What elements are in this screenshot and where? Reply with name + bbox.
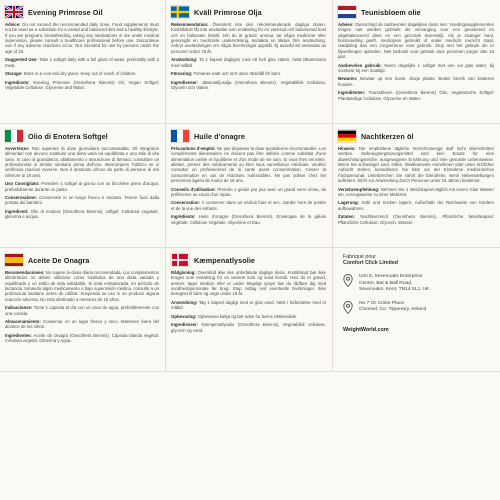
section-paragraph [338, 22, 494, 59]
section-paragraph [171, 322, 326, 333]
section-body [5, 22, 159, 90]
paragraph-label: Uso Consigliato: [5, 181, 40, 187]
paragraph-text: Prendre 1 gélule par jour avec un grand verre d'eau, de préférence au cours d'un repas. [171, 186, 326, 197]
paragraph-text: Aceite de Onagra (Oenothera Biennis), Cápsula blanda vegetal: Celulosa vegetal, Glicerina y Agua. [5, 333, 159, 344]
flag-fr-icon [171, 130, 189, 142]
section-header [171, 130, 326, 142]
paragraph-text: Non superare la dose giornaliera raccomandata. Gli integratori alimentari non devono sostituire una dieta varia ed equilibrata e uno stile di vita sano. In caso di gravidanza, allattamento o assunzione di farmaci, consultare un professionista in ambito sanitario prima dell'uso. Interrompere l'utilizzo se si verificano reazioni avverse. Non è destinato all'uso da parte di persone di età inferiore ai 18 anni. [5, 146, 159, 178]
section-paragraph [338, 187, 494, 198]
section-title: Teunisbloem olie [361, 7, 421, 17]
section-paragraph [5, 333, 159, 344]
flag-es-icon [5, 254, 23, 266]
paragraph-label: Användning: [171, 57, 198, 63]
section-paragraph [5, 305, 159, 316]
paragraph-text: Die empfohlene tägliche Verzehrsmenge darf nicht überschritten werden. Nahrungsergänzungsmittel sind kein Ersatz für eine abwechslungsreiche, ausgewogene Ernährung und eine gesunde Lebensweise. Wenn Sie schwanger sind, stillen, Medikamente einnehmen oder unter ärztlicher Aufsicht stehen, konsultieren Sie bitte vor der Einnahme medizinisches Fachpersonal. Unterbrechen Sie sofort die Einnahme, wenn Nebenwirkungen auftreten. Nicht zur Anwendung durch Personen unter 18 Jahren bestimmt. [338, 146, 494, 184]
section-title: Aceite De Onagra [28, 255, 90, 265]
section-paragraph [5, 57, 159, 68]
paragraph-text: Prendere 1 softgel al giorno con un bicchiere pieno d'acqua, preferibilmente durante un pasto. [5, 181, 159, 192]
paragraph-label: Recomendaciones: [5, 270, 45, 275]
section-paragraph [5, 319, 159, 330]
paragraph-text: Jättenattljusolja (Oenothera Biennis), Vegetabilisk Cellulosa, Glycerin och Vatten. [171, 79, 326, 90]
section-body [338, 146, 494, 225]
paragraph-text: Ne pas dépasser la dose quotidienne recommandée. Les compléments alimentaires ne doivent pas être utilisés comme substitut d'une alimentation variée et équilibrée et d'un mode de vie sain. Si vous êtes enceinte, allaitez, prenez des médicaments ou êtes sous surveillance médicale, veuillez consulter un professionnel de la santé avant consommation. Cesser la consommation en cas de réactions indésirables. Ne pas utiliser chez les personnes âgées de moins de 18 ans. [171, 146, 326, 184]
section-title: Kæmpenatlysolie [194, 255, 256, 265]
language-section-nl [333, 0, 500, 124]
section-header [5, 254, 159, 266]
address-uk-text [359, 274, 429, 293]
paragraph-text: Kæmpenatlysolie (Oenothera Biennis), Vegetabilsk cellulose, glycerin og vand. [171, 322, 326, 333]
paragraph-label: Suggested Use: [5, 57, 38, 63]
paragraph-text: Förvaras svalt och torrt utom räckhåll för barn. [193, 71, 282, 77]
paragraph-text: Nachtkerzenöl (Oenothera Biennis), Pflanzliche Weichkapsel: Pflanzliche Cellulose, Glycerin, Wasser. [338, 214, 494, 225]
paragraph-label: Ingredientes: [5, 333, 32, 338]
section-paragraph [338, 146, 494, 183]
paragraph-label: Conservation: [171, 200, 200, 206]
section-paragraph [171, 187, 326, 198]
section-paragraph [5, 209, 159, 220]
section-paragraph [171, 22, 326, 54]
paragraph-text: Bewaar op een koele, droge plaats. Buiten bereik van kinderen houden. [338, 76, 494, 87]
language-section-se [166, 0, 333, 124]
section-title: Huile d'onagre [194, 131, 246, 141]
paragraph-text: Teunisbloem (Oenothera Biennis) Olie, Vegetarische Softgel: Plantaardige Cellulose, Glycerine en Water. [338, 90, 494, 101]
section-paragraph [5, 80, 159, 91]
paragraph-label: Opbevaring: [171, 313, 197, 319]
section-paragraph [171, 71, 326, 76]
paragraph-label: Précautions d'emploi: [171, 146, 216, 151]
paragraph-label: Ingredienser: [171, 322, 199, 328]
section-body [5, 270, 159, 344]
paragraph-label: Ingredienser: [171, 79, 199, 85]
section-paragraph [5, 270, 159, 302]
section-header [338, 130, 494, 142]
paragraph-text: Take 1 softgel daily with a full glass of water, preferably with a meal. [5, 57, 159, 68]
section-paragraph [171, 200, 326, 211]
paragraph-label: Rådgivning: [171, 270, 196, 275]
section-body [171, 270, 326, 333]
paragraph-text: Overskrid ikke den anbefalede daglige dosis. Kosttilskud bør ikke bruges som erstatning for en varieret kost og sund livsstil. Hvis du er gravid, ammer, tager medicin eller er under lægeligt opsyn bør du rådføre dig med sundhedspersonale før brug. Stop indtag ved eventuelle bivirkninger. Ikke beregnet til børn og unge under 18 år. [171, 270, 326, 297]
address-line: Unit 8, Sevenoaks Enterprise [359, 274, 423, 280]
paragraph-label: Almacenamiento: [5, 319, 41, 325]
section-paragraph [338, 90, 494, 101]
address-line: Sevenoaks, Kent, TN14 5LJ, UK [359, 286, 430, 292]
section-body [171, 146, 326, 225]
paragraph-text: Tag 1 kapsel dagligt med et glas vand, helst i forbindelse med et måltid. [171, 299, 326, 311]
section-body [338, 22, 494, 101]
section-paragraph [5, 71, 159, 76]
paragraph-label: Aanbevolen gebruik: [338, 62, 382, 68]
paragraph-text: Nehmen Sie 1 Weichkapsel täglich mit einem Glas Wasser ein, vorzugsweise zu einer Mahlzeit. [338, 186, 494, 197]
section-paragraph [171, 80, 326, 91]
section-header [338, 6, 494, 18]
address-ie-text [359, 301, 426, 313]
section-paragraph [5, 195, 159, 206]
section-header [5, 130, 159, 142]
paragraph-label: Ingredienti: [5, 209, 29, 214]
section-body [5, 146, 159, 220]
paragraph-label: Ingrediënten: [338, 90, 366, 96]
flag-uk-icon [5, 6, 23, 18]
section-header [171, 6, 326, 18]
flag-dk-icon [171, 254, 189, 266]
address-line: Centre, Bat & Ball Road, [359, 280, 413, 286]
paragraph-text: Evening Primrose (Oenothera Biennis) Oil, Vegan Softgel: Vegetable Cellulose, Glycerine and Water. [5, 79, 159, 90]
paragraph-text: À conserver dans un endroit frais et sec. Garder hors de portée et de la vue des enfants. [171, 200, 326, 211]
section-title: Evening Primrose Oil [28, 7, 103, 17]
location-pin-icon [343, 274, 353, 292]
paragraph-label: Zutaten: [338, 214, 355, 220]
paragraph-label: Ingredients: [5, 79, 30, 85]
paragraph-text: Do not exceed the recommended daily dose. Food supplements must not be used as a substitute for a varied and balanced diet and a healthy lifestyle. If you are pregnant, breastfeeding, taking any medications or are under medical supervision, please consult a healthcare professional before use. Discontinue use if any adverse reactions occur. Not intended for use by persons under the age of 18. [5, 22, 160, 54]
section-paragraph [171, 214, 326, 225]
language-section-es [0, 248, 166, 372]
paragraph-label: Hinweis: [338, 146, 356, 151]
paragraph-text: Overschrijd de aanbevolen dagelijkse dosis niet. Voedingssupplementen mogen niet worden gebruikt als vervanging voor een gevarieerd en uitgebalanceerd dieet en een gezonde levensstijl. Als je zwanger bent, borstvoeding geeft, medicijnen gebruikt of onder medisch toezicht staat, raadpleeg dan een zorgverlener voor gebruik. Stop met het gebruik als er bijwerkingen optreden. Niet bedoeld voor gebruik door personen jonger dan 18 jaar. [338, 22, 494, 60]
paragraph-label: Conseils d'utilisation: [171, 186, 216, 192]
section-paragraph [171, 146, 326, 183]
address-line: Clonmel, Co. Tipperary, Ireland [359, 307, 427, 313]
section-title: Kväll Primrose Olja [194, 7, 262, 17]
location-pin-icon [343, 301, 353, 319]
paragraph-label: Anvendning: [171, 299, 198, 305]
language-section-fr [166, 124, 333, 248]
section-paragraph [171, 314, 326, 319]
flag-se-icon [171, 6, 189, 18]
section-title: Olio di Enotera Softgel [28, 131, 108, 141]
section-header [171, 254, 326, 266]
paragraph-text: Conservar en un lugar fresco y seco. Mantener fuera del alcance de los niños. [5, 319, 159, 330]
section-paragraph [5, 22, 159, 54]
paragraph-text: Huile d'onagre (Oenothera Biennis), Enveloppe de la gélule végétale: Cellulose Végétale, Glycérine et Eau. [171, 214, 326, 225]
paragraph-text: No supere la dosis diaria recomendada. Los complementos alimenticios no deben utilizarse como sustitutos de una dieta variada y equilibrada y un estilo de vida saludable. Si está embarazada, en período de lactancia, tomando algún medicamento o bajo supervisión médica, consulte a un profesional sanitario antes de utilizar. Suspenda su uso si se produce alguna reacción adversa. No está destinado a menores de 18 años. [5, 270, 159, 302]
paragraph-text: Neem dagelijks 1 softgel met een vol glas water, bij voorkeur bij een maaltijd. [338, 62, 494, 73]
paragraph-text: Kühl und trocken lagern. Außerhalb der Reichweite von Kindern aufbewahren. [338, 200, 494, 211]
section-paragraph [5, 181, 159, 192]
section-paragraph [171, 300, 326, 311]
language-section-uk [0, 0, 166, 124]
paragraph-label: Bewaren: [338, 76, 358, 82]
made-for-label: Fabriqué pour [343, 254, 376, 260]
section-paragraph [338, 214, 494, 225]
paragraph-label: Avvertenze: [5, 146, 30, 151]
manufacturer-info [333, 248, 500, 372]
paragraph-text: Opbevares køligt og tørt uden for børns rækkevidde. [197, 313, 298, 319]
website-link[interactable]: WeightWorld.com [343, 327, 389, 334]
section-paragraph [171, 57, 326, 68]
section-paragraph [171, 270, 326, 297]
address-ie [343, 301, 490, 319]
paragraph-text: Conservare in un luogo fresco e asciutto. Tenere fuori dalla portata dei bambini. [5, 195, 159, 206]
paragraph-label: Rekommendation: [171, 22, 209, 27]
paragraph-text: Överskrid inte den rekommenderade dagliga dosen. Kosttillskott får inte användas som ersättning för en varierad och balanserad kost och en hälsosam livsstil. Om du är gravid, ammar, tar några mediciner eller genomgår en medicinsk undersökning, kontakta en läkare före användning. Avbryt användningen om några biverkningar uppstår. Ej avsedd att användas av personer under 18 år. [171, 22, 326, 54]
section-header [5, 6, 159, 18]
address-uk [343, 274, 490, 293]
paragraph-text: Tome 1 cápsula al día con un vaso de agua, preferiblemente con una comida. [5, 305, 159, 316]
section-body [171, 22, 326, 90]
section-title: Nachtkerzen öl [361, 131, 414, 141]
paragraph-label: Storage: [5, 71, 23, 77]
address-line: No 7 Or Croke Place [359, 301, 405, 307]
paragraph-text: Ta 1 kapsel dagligen med ett helt glas vatten, helst tillsammans med måltid. [171, 57, 326, 68]
paragraph-text: Olio di enotera (Oenothera Biennis), softgel: Cellulosa vegetale, glicerina e acqua. [5, 209, 159, 220]
paragraph-label: Advies: [338, 22, 354, 27]
paragraph-label: Conservazione: [5, 195, 37, 201]
flag-nl-icon [338, 6, 356, 18]
section-paragraph [5, 146, 159, 178]
paragraph-label: Advice: [5, 22, 21, 27]
section-paragraph [338, 200, 494, 211]
paragraph-label: Lagerung: [338, 200, 360, 206]
paragraph-label: Förvaring: [171, 71, 193, 77]
paragraph-label: Verzehrempfehlung: [338, 186, 380, 192]
language-section-it [0, 124, 166, 248]
language-section-dk [166, 248, 333, 372]
paragraph-text: Store in a cool and dry place. Keep out of reach of children. [23, 71, 137, 77]
section-paragraph [338, 63, 494, 74]
flag-it-icon [5, 130, 23, 142]
paragraph-label: Ingrédients: [171, 214, 196, 220]
paragraph-label: Indicaciones: [5, 305, 33, 311]
company-name: Comfort Click Limited [343, 260, 399, 267]
language-section-de [333, 124, 500, 248]
flag-de-icon [338, 130, 356, 142]
section-paragraph [338, 76, 494, 87]
